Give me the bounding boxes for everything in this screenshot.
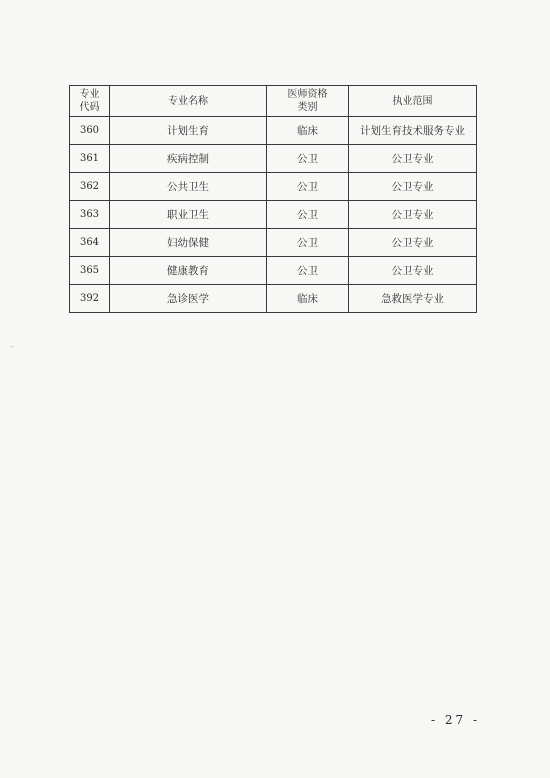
cell-scope: 公卫专业	[349, 257, 477, 285]
cell-code: 361	[70, 145, 110, 173]
cell-code: 360	[70, 117, 110, 145]
cell-name: 妇幼保健	[110, 229, 267, 257]
cell-category: 公卫	[267, 201, 349, 229]
cell-scope: 计划生育技术服务专业	[349, 117, 477, 145]
cell-category: 公卫	[267, 145, 349, 173]
specialty-table	[69, 85, 477, 313]
table-row	[70, 257, 477, 285]
cell-name: 职业卫生	[110, 201, 267, 229]
cell-name: 计划生育	[110, 117, 267, 145]
cell-code: 365	[70, 257, 110, 285]
cell-category: 公卫	[267, 173, 349, 201]
table-row	[70, 229, 477, 257]
scan-mark	[10, 346, 14, 347]
cell-code: 364	[70, 229, 110, 257]
table-row	[70, 285, 477, 313]
header-name: 专业名称	[110, 86, 267, 117]
table-row	[70, 201, 477, 229]
table-row	[70, 173, 477, 201]
cell-name: 公共卫生	[110, 173, 267, 201]
cell-code: 392	[70, 285, 110, 313]
cell-scope: 公卫专业	[349, 173, 477, 201]
cell-scope: 公卫专业	[349, 145, 477, 173]
cell-category: 临床	[267, 117, 349, 145]
cell-scope: 公卫专业	[349, 229, 477, 257]
cell-name: 急诊医学	[110, 285, 267, 313]
cell-scope: 急救医学专业	[349, 285, 477, 313]
cell-category: 临床	[267, 285, 349, 313]
table-row	[70, 145, 477, 173]
cell-name: 健康教育	[110, 257, 267, 285]
cell-scope: 公卫专业	[349, 201, 477, 229]
header-category: 医师资格 类别	[267, 86, 349, 117]
table-row	[70, 117, 477, 145]
table-header-row	[70, 86, 477, 117]
cell-code: 362	[70, 173, 110, 201]
header-scope: 执业范围	[349, 86, 477, 117]
page-number: - 27 -	[431, 713, 481, 727]
cell-category: 公卫	[267, 257, 349, 285]
cell-code: 363	[70, 201, 110, 229]
cell-category: 公卫	[267, 229, 349, 257]
header-code: 专业 代码	[70, 86, 110, 117]
cell-name: 疾病控制	[110, 145, 267, 173]
